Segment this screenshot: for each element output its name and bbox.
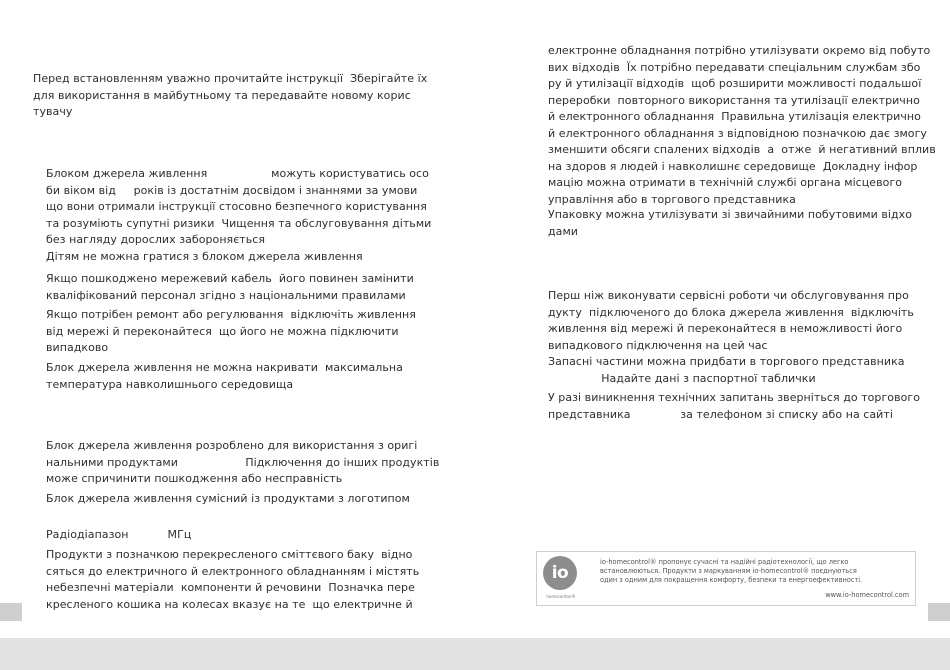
service-paragraph-2: Запасні частини можна придбати в торгового представника Надайте дані з паспортної таблички (548, 355, 905, 385)
io-logo-caption: homecontrol® (546, 594, 576, 599)
bottom-footer-band (0, 638, 950, 670)
safety-paragraph-4: Якщо потрібен ремонт або регулювання відключіть живлення від мережі й переконайтеся що його не можна підключити випадково (46, 308, 416, 354)
usage-paragraph-1: Блок джерела живлення розроблено для використання з оригі нальними продуктами Підключення до інших продуктів може спричинити пошкодження або несправність (46, 439, 440, 485)
safety-paragraph-3: Якщо пошкоджено мережевий кабель його повинен замінити кваліфікований персонал згідно з національними правилами (46, 272, 414, 302)
io-homecontrol-box (536, 551, 916, 606)
recycle-continued-paragraph: електронне обладнання потрібно утилізувати окремо від побуто вих відходів Їх потрібно передавати спеціальним службам збо ру й утилізації відходів щоб розширити можливості подальшої переробки повторного використання та утилізації електрично й електронного обладнання Правильна утилізація електрично й електронного обладнання з відповідною позначкою дає змогу зменшити обсяги спалених відходів а отже й негативний вплив на здоров я людей і навколишнє середовище Докладну інфор мацію можна отримати в технічній службі органа місцевого управління або в торгового представника (548, 44, 936, 206)
usage-paragraph-2: Блок джерела живлення сумісний із продуктами з логотипом (46, 492, 410, 505)
service-paragraph-3: У разі виникнення технічних запитань зверніться до торгового представника за телефоном зі списку або на сайті (548, 391, 920, 421)
packaging-paragraph: Упаковку можна утилізувати зі звичайними побутовими відхо дами (548, 208, 913, 238)
radio-band: Радіодіапазон МГц (46, 528, 192, 541)
safety-paragraph-5: Блок джерела живлення не можна накривати максимальна температура навколишнього середовища (46, 361, 403, 391)
left-page-tab (0, 603, 22, 621)
io-description: io-homecontrol® пропонує сучасні та надійні радіотехнології, що легко встановлюються. Продукти з маркуванням io-homecontrol® поєднуються один з одним для покращення комфорту, безпеки та енергоефективності. (600, 558, 863, 584)
service-paragraph-1: Перш ніж виконувати сервісні роботи чи обслуговування про дукту підключеного до блока джерела живлення відключіть живлення від мережі й переконайтеся в неможливості його випадкового підключення на цей час (548, 289, 914, 352)
recycle-paragraph: Продукти з позначкою перекресленого сміттєвого баку відно сяться до електричного й електронного обладнанням і містять небезпечні матеріали компоненти й речовини Позначка пере кресленого кошика на колесах вказує на те що електричне й (46, 548, 420, 611)
io-logo-icon: io (543, 556, 577, 590)
intro-paragraph: Перед встановленням уважно прочитайте інструкції Зберігайте їх для використання в майбутньому та передавайте новому корис тувачу (33, 72, 428, 118)
safety-paragraph-1: Блоком джерела живлення можуть користуватись осо би віком від років із достатнім досвідом і знаннями за умови що вони отримали інструкції стосовно безпечного користування та розуміють супутні ризики Чищення та обслуговування дітьми без нагляду дорослих забороняється (46, 167, 432, 246)
right-page-tab (928, 603, 950, 621)
safety-paragraph-2: Дітям не можна гратися з блоком джерела живлення (46, 250, 363, 263)
io-website-link[interactable]: www.io-homecontrol.com (825, 591, 909, 599)
